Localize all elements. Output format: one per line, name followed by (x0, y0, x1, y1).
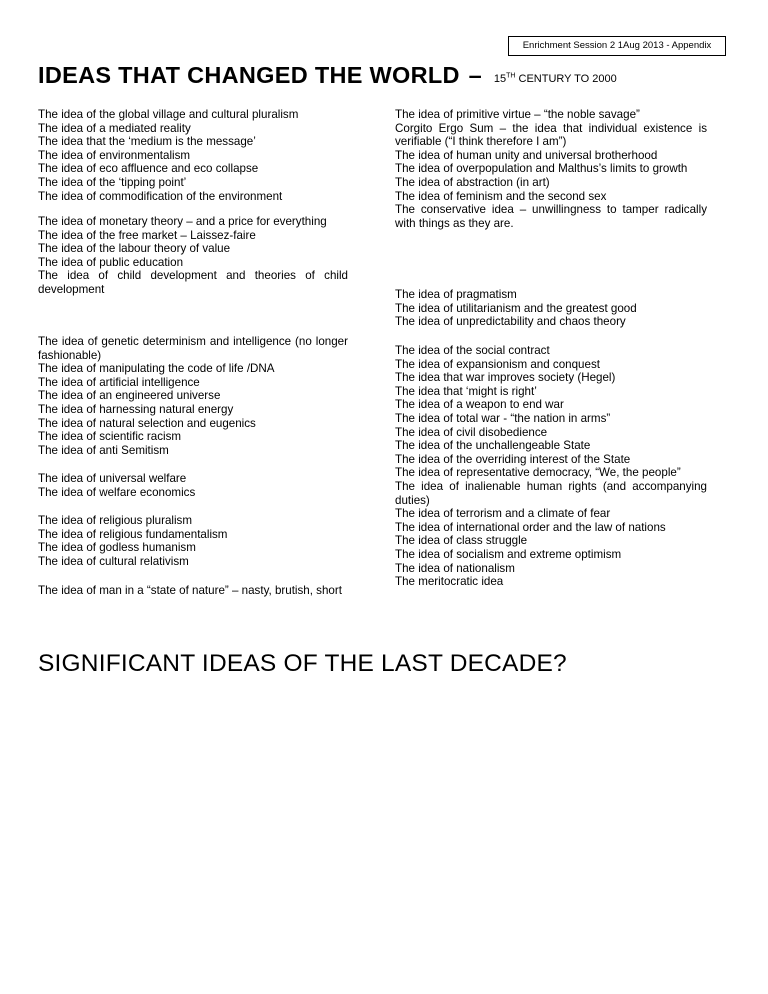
idea-item: The idea of scientific racism (38, 430, 182, 444)
session-header-box (508, 36, 726, 56)
idea-group (395, 108, 707, 288)
idea-item: The idea of harnessing natural energy (38, 402, 234, 416)
idea-item: The idea of the free market – Laissez-faire (38, 228, 256, 242)
idea-item: The idea of public education (38, 255, 184, 269)
idea-item: The idea of socialism and extreme optimism (395, 547, 622, 561)
century-suffix: TH (506, 72, 516, 80)
idea-item: The idea of international order and the law of nations (395, 520, 666, 534)
idea-item: The idea of child development and theories of child development (38, 269, 348, 296)
idea-item: The idea of cultural relativism (38, 554, 189, 568)
idea-item: The idea of manipulating the code of life /DNA (38, 362, 275, 376)
left-column (38, 108, 348, 598)
idea-group (395, 344, 707, 589)
idea-item: The idea of anti Semitism (38, 443, 169, 457)
idea-item: The idea of pragmatism (395, 288, 517, 301)
idea-item: The idea of civil disobedience (395, 425, 548, 439)
idea-item: The idea of abstraction (in art) (395, 175, 550, 189)
idea-item: The idea of environmentalism (38, 148, 191, 162)
idea-group (38, 215, 348, 335)
idea-item: The idea of the overriding interest of the State (395, 452, 631, 466)
idea-item: The idea of a mediated reality (38, 121, 191, 135)
idea-item: The idea of the labour theory of value (38, 242, 231, 256)
idea-item: The idea of man in a “state of nature” – nasty, brutish, short (38, 584, 342, 597)
idea-item: The idea of commodification of the environment (38, 189, 283, 203)
idea-item: The idea of genetic determinism and intelligence (no longer fashionable) (38, 335, 348, 362)
idea-item: The idea of religious fundamentalism (38, 527, 228, 541)
idea-item: The idea of artificial intelligence (38, 375, 200, 389)
idea-item: The idea of expansionism and conquest (395, 357, 600, 371)
idea-group (38, 584, 348, 598)
idea-item: The idea of overpopulation and Malthus’s limits to growth (395, 162, 688, 176)
idea-item: The idea of primitive virtue – “the noble savage” (395, 108, 640, 121)
idea-item: The idea of natural selection and eugenics (38, 416, 256, 430)
idea-item: The idea of welfare economics (38, 485, 196, 499)
idea-item: Corgito Ergo Sum – the idea that individual existence is verifiable (“I think therefore I am”) (395, 121, 707, 149)
idea-item: The idea of human unity and universal brotherhood (395, 148, 658, 162)
session-label: Enrichment Session 2 1Aug 2013 - Appendix (522, 40, 712, 51)
idea-item: The idea of total war - “the nation in arms” (395, 411, 611, 425)
right-column (395, 108, 707, 589)
idea-item: The idea of nationalism (395, 561, 515, 575)
idea-item: The idea of the global village and cultural pluralism (38, 108, 299, 121)
idea-item: The idea of eco affluence and eco collapse (38, 162, 259, 176)
idea-item: The idea of inalienable human rights (and accompanying duties) (395, 479, 707, 507)
idea-item: The idea that the ‘medium is the message’ (38, 135, 256, 149)
idea-item: The idea of feminism and the second sex (395, 189, 607, 203)
idea-item: The idea that ‘might is right’ (395, 384, 537, 398)
idea-item: The idea of unpredictability and chaos theory (395, 315, 626, 329)
idea-group (38, 472, 348, 514)
idea-group (38, 108, 348, 215)
idea-item: The idea of the social contract (395, 344, 550, 357)
idea-item: The idea of religious pluralism (38, 514, 193, 527)
idea-item: The idea of the unchallengeable State (395, 439, 591, 453)
idea-item: The meritocratic idea (395, 575, 504, 589)
idea-item: The idea of representative democracy, “We, the people” (395, 466, 681, 480)
page-title (38, 62, 617, 89)
idea-item: The idea of utilitarianism and the greatest good (395, 301, 637, 315)
idea-item: The idea of godless humanism (38, 541, 196, 555)
title-dash: – (468, 62, 483, 88)
idea-item: The conservative idea – unwillingness to tamper radically with things as they are. (395, 203, 707, 230)
idea-item: The idea of class struggle (395, 534, 528, 548)
idea-item: The idea of a weapon to end war (395, 398, 564, 412)
idea-item: The idea that war improves society (Hegel) (395, 371, 616, 385)
century-rest: CENTURY TO 2000 (518, 73, 617, 85)
idea-group (395, 288, 707, 344)
century-number: 15 (493, 73, 507, 85)
title-main: IDEAS THAT CHANGED THE WORLD (38, 62, 460, 88)
bottom-heading: SIGNIFICANT IDEAS OF THE LAST DECADE? (38, 650, 567, 677)
idea-item: The idea of terrorism and a climate of fear (395, 507, 611, 521)
idea-item: The idea of universal welfare (38, 472, 187, 485)
idea-item: The idea of an engineered universe (38, 389, 221, 403)
idea-item: The idea of the ‘tipping point’ (38, 175, 187, 189)
idea-group (38, 514, 348, 584)
idea-item: The idea of monetary theory – and a price for everything (38, 215, 327, 228)
title-range (494, 73, 617, 85)
idea-group (38, 335, 348, 472)
